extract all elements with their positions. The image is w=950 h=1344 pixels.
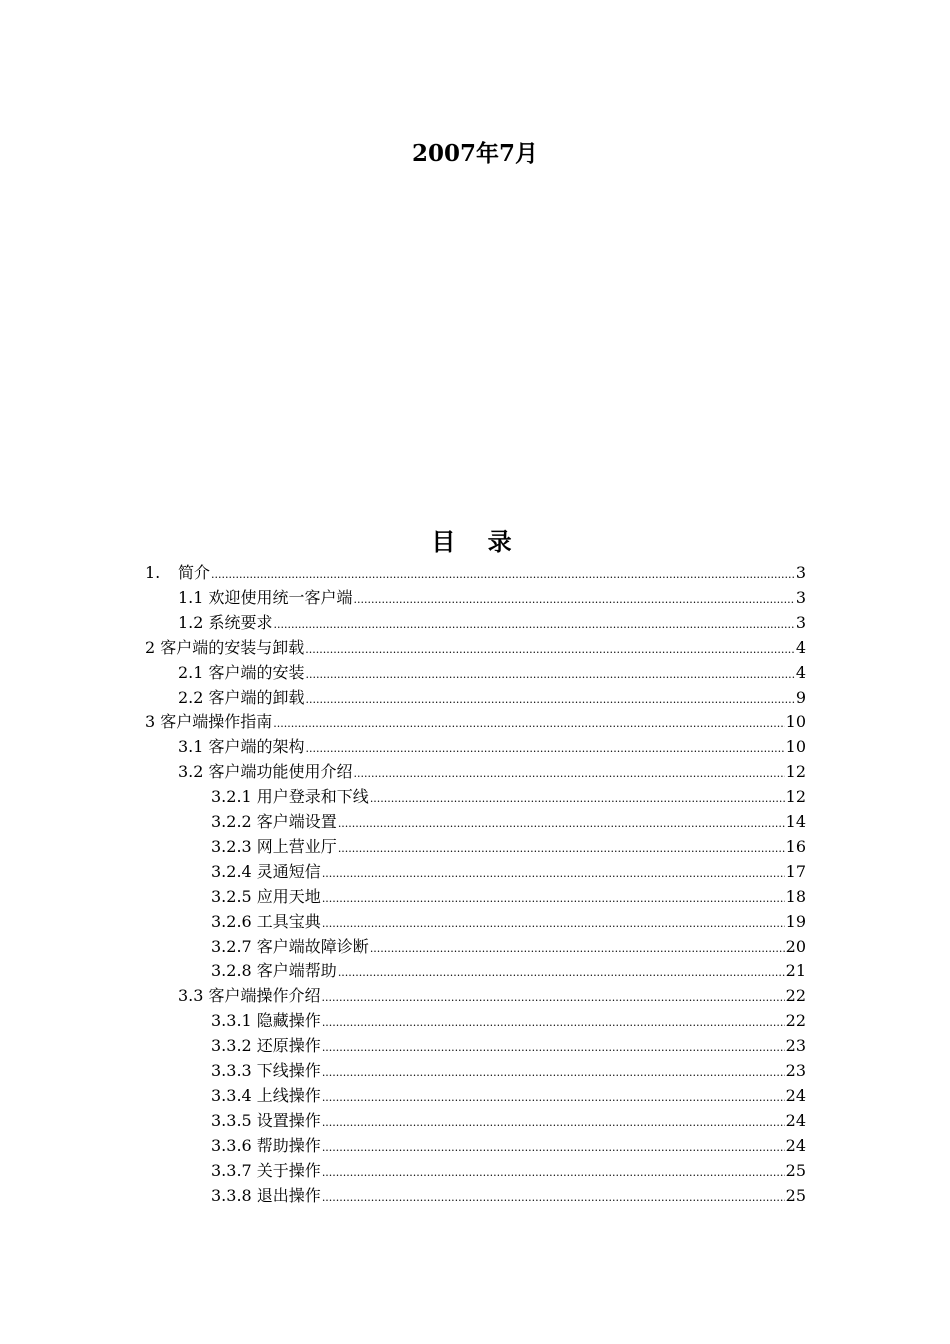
- toc-leader-dots: [338, 959, 785, 985]
- toc-leader-dots: [322, 984, 785, 1010]
- toc-entry-label: [145, 636, 304, 660]
- toc-entry-page: 4: [795, 662, 806, 682]
- toc-entry-label: [211, 959, 337, 983]
- toc-entry-text: 2.1 客户端的安装: [178, 662, 305, 682]
- toc-leader-dots: [322, 885, 785, 911]
- toc-leader-dots: [354, 586, 795, 612]
- toc-entry-text: 3.2.3 网上营业厅: [211, 836, 337, 856]
- toc-entry-label: [211, 1059, 321, 1083]
- toc-entry-text: 2.2 客户端的卸载: [178, 687, 305, 707]
- toc-entry[interactable]: [211, 1009, 806, 1033]
- toc-entry[interactable]: [145, 561, 806, 585]
- toc-entry-page: 24: [785, 1135, 806, 1155]
- toc-entry-label: [178, 586, 353, 610]
- toc-entry[interactable]: [178, 735, 806, 759]
- toc-entry-text: 3 客户端操作指南: [145, 712, 273, 732]
- toc-entry-page: 18: [785, 886, 806, 906]
- toc-entry[interactable]: [178, 586, 806, 610]
- toc-entry-page: 22: [785, 986, 806, 1006]
- toc-entry-page: 9: [795, 687, 806, 707]
- toc-entry[interactable]: [211, 1084, 806, 1108]
- toc-entry[interactable]: [211, 910, 806, 934]
- toc-entry-text: 3.3.5 设置操作: [211, 1110, 321, 1130]
- toc-leader-dots: [322, 1009, 785, 1035]
- toc-entry-page: 22: [785, 1011, 806, 1031]
- toc-entry-text: 2 客户端的安装与卸载: [145, 637, 305, 657]
- toc-entry-page: 10: [785, 737, 806, 757]
- toc-entry-label: [211, 785, 369, 809]
- toc-entry[interactable]: [178, 984, 806, 1008]
- toc-entry-text: 3.2.5 应用天地: [211, 886, 321, 906]
- toc-entry-page: 23: [785, 1036, 806, 1056]
- cover-date: 2007年7月: [411, 140, 539, 167]
- toc-entry-number: 1.: [145, 563, 161, 582]
- toc-entry-page: 16: [785, 836, 806, 856]
- toc-entry-page: 12: [785, 762, 806, 782]
- toc-leader-dots: [370, 935, 785, 961]
- toc-entry-label: [211, 835, 337, 859]
- toc-entry[interactable]: [178, 760, 806, 784]
- toc-entry[interactable]: [178, 686, 806, 710]
- toc-leader-dots: [322, 1084, 785, 1110]
- toc-entry-text: 1.2 系统要求: [178, 612, 273, 632]
- toc-entry-page: 17: [785, 861, 806, 881]
- toc-entry-page: 19: [785, 911, 806, 931]
- toc-entry-label: [211, 1109, 321, 1133]
- toc-leader-dots: [322, 860, 785, 886]
- toc-entry-page: 3: [795, 587, 806, 607]
- toc-entry[interactable]: [145, 710, 806, 734]
- toc-entry-text: 3.3.7 关于操作: [211, 1160, 321, 1180]
- toc-entry[interactable]: [211, 1159, 806, 1183]
- toc-leader-dots: [322, 1159, 785, 1185]
- toc-entry-label: [178, 661, 305, 685]
- toc-entry-text: 3.2.1 用户登录和下线: [211, 787, 369, 807]
- toc-entry-label: [211, 1159, 321, 1183]
- toc-entry-label: [178, 984, 321, 1008]
- toc-entry[interactable]: [211, 1134, 806, 1158]
- toc-entry[interactable]: [178, 661, 806, 685]
- toc-entry-label: [211, 910, 321, 934]
- toc-entry[interactable]: [178, 611, 806, 635]
- toc-entry-text: 3.2.6 工具宝典: [211, 911, 321, 931]
- toc-entry[interactable]: [211, 810, 806, 834]
- toc-entry[interactable]: [211, 785, 806, 809]
- toc-leader-dots: [305, 636, 795, 662]
- toc-entry-page: 4: [795, 637, 806, 657]
- toc-entry-label: [145, 710, 272, 734]
- toc-leader-dots: [322, 1134, 785, 1160]
- toc-entry-text: 3.2.4 灵通短信: [211, 861, 321, 881]
- toc-entry-page: 23: [785, 1061, 806, 1080]
- toc-entry-page: 3: [795, 612, 806, 632]
- toc-leader-dots: [306, 661, 795, 687]
- toc-entry-text: 3.3.2 还原操作: [211, 1036, 321, 1056]
- toc-leader-dots: [274, 611, 795, 637]
- toc-leader-dots: [322, 910, 785, 936]
- toc-leader-dots: [338, 810, 785, 836]
- toc-entry-text: 3.3.6 帮助操作: [211, 1135, 321, 1155]
- toc-entry-label: [211, 935, 369, 959]
- toc-entry-page: 25: [785, 1160, 806, 1180]
- toc-entry-text: 3.2.7 客户端故障诊断: [211, 936, 369, 956]
- toc-leader-dots: [322, 1109, 785, 1135]
- toc-entry-text: 1.1 欢迎使用统一客户端: [178, 587, 353, 607]
- toc-entry-page: 24: [785, 1110, 806, 1130]
- toc-leader-dots: [370, 785, 785, 811]
- toc-entry-page: 24: [785, 1085, 806, 1105]
- toc-entry[interactable]: [211, 860, 806, 884]
- toc-entry-text: 简介: [178, 563, 211, 582]
- toc-entry-label: [211, 1084, 321, 1108]
- toc-entry-text: 3.3.8 退出操作: [211, 1185, 321, 1205]
- toc-leader-dots: [322, 1059, 785, 1085]
- toc-leader-dots: [306, 686, 795, 712]
- toc-entry-page: 20: [785, 936, 806, 956]
- toc-entry-text: 3.2.8 客户端帮助: [211, 961, 337, 981]
- toc-leader-dots: [273, 710, 784, 736]
- toc-entry-label: [211, 885, 321, 909]
- toc-title: 目 录: [431, 527, 524, 556]
- toc-entry-text: 3.3.3 下线操作: [211, 1061, 321, 1080]
- toc-entry-label: [178, 686, 305, 710]
- toc-entry-text: 3.3 客户端操作介绍: [178, 986, 321, 1006]
- toc-leader-dots: [354, 760, 785, 786]
- toc-entry-label: [211, 1034, 321, 1058]
- toc-entry-page: 12: [785, 787, 806, 807]
- toc-entry-label: [211, 860, 321, 884]
- toc-entry[interactable]: [211, 835, 806, 859]
- toc-entry-page: 10: [785, 712, 806, 732]
- toc-entry-label: [211, 810, 337, 834]
- toc-entry-page: 21: [785, 961, 806, 981]
- toc-entry-label: [211, 1009, 321, 1033]
- toc-entry[interactable]: [211, 885, 806, 909]
- toc-entry[interactable]: [211, 1109, 806, 1133]
- toc-entry-text: 3.2 客户端功能使用介绍: [178, 762, 353, 782]
- toc-leader-dots: [322, 1184, 785, 1210]
- toc-entry-label: [178, 611, 273, 635]
- toc-entry-page: 14: [785, 812, 806, 831]
- toc-entry[interactable]: [211, 1184, 806, 1208]
- toc-entry[interactable]: [211, 959, 806, 983]
- toc-entry-text: 3.3.4 上线操作: [211, 1085, 321, 1105]
- toc-entry-label: [178, 760, 353, 784]
- toc-entry[interactable]: [145, 636, 806, 660]
- toc-entry[interactable]: [211, 1034, 806, 1058]
- toc-entry-page: 25: [785, 1185, 806, 1205]
- toc-entry-label: [211, 1184, 321, 1208]
- toc-entry-text: 3.1 客户端的架构: [178, 737, 305, 757]
- toc-entry-text: 3.3.1 隐藏操作: [211, 1011, 321, 1031]
- toc-leader-dots: [322, 1034, 785, 1060]
- toc-leader-dots: [306, 735, 785, 761]
- toc-entry-label: [178, 735, 305, 759]
- toc-entry-page: 3: [795, 563, 806, 582]
- toc-entry[interactable]: [211, 935, 806, 959]
- toc-leader-dots: [338, 835, 785, 861]
- toc-leader-dots: [211, 561, 795, 587]
- toc-entry-label: [145, 561, 210, 585]
- toc-entry[interactable]: [211, 1059, 806, 1083]
- toc-entry-text: 3.2.2 客户端设置: [211, 812, 337, 831]
- toc-entry-label: [211, 1134, 321, 1158]
